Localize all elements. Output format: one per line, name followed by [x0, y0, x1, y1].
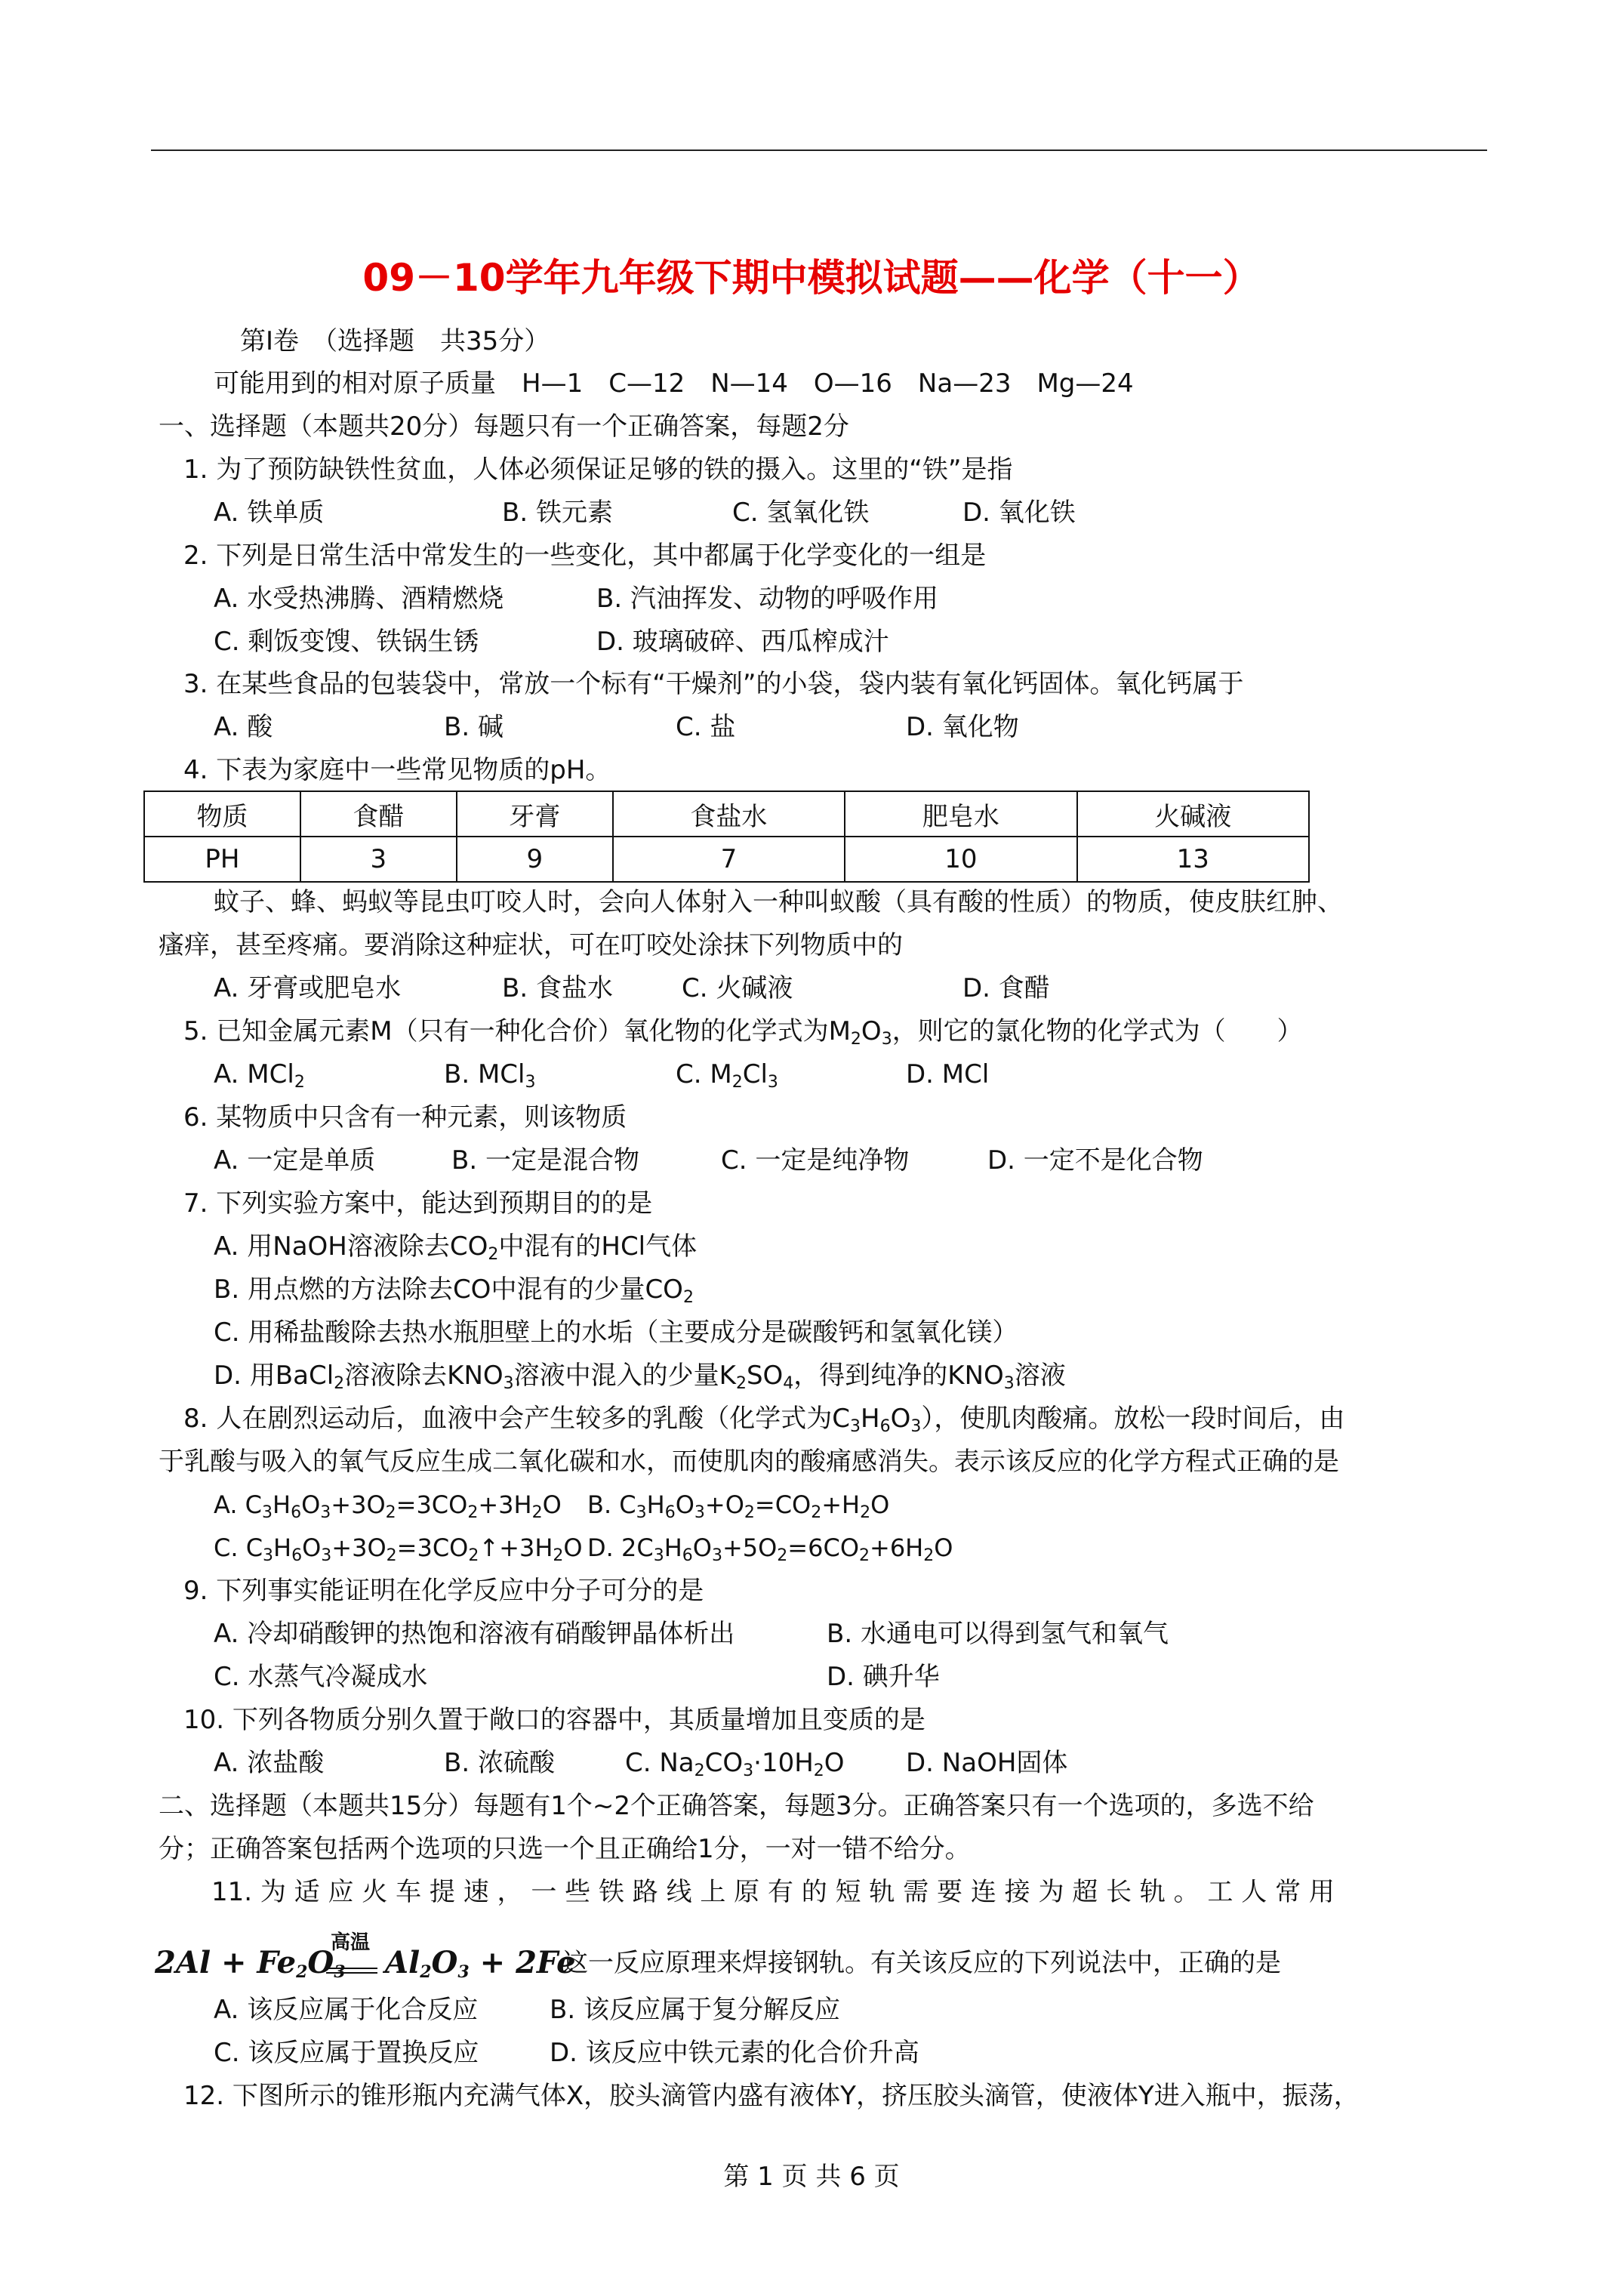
q2-stem: 2. 下列是日常生活中常发生的一些变化，其中都属于化学变化的一组是 [183, 541, 987, 571]
q7-option-b: B. 用点燃的方法除去CO中混有的少量$CO_2$ [214, 1274, 694, 1307]
q4-paragraph-1: 蚊子、蜂、蚂蚁等昆虫叮咬人时，会向人体射入一种叫蚁酸（具有酸的性质）的物质，使皮肤红肿、 [214, 887, 1343, 917]
q6-option-b: B. 一定是混合物 [451, 1145, 639, 1176]
q7-stem: 7. 下列实验方案中，能达到预期目的的是 [183, 1188, 653, 1219]
q2-option-d: D. 玻璃破碎、西瓜榨成汁 [596, 627, 889, 657]
q9-stem: 9. 下列事实能证明在化学反应中分子可分的是 [183, 1576, 704, 1606]
q3-option-c: C. 盐 [676, 712, 736, 742]
part1-heading: 一、选择题（本题共20分）每题只有一个正确答案，每题2分 [159, 411, 849, 442]
q5-option-b: B. MCl$_3$ [444, 1059, 536, 1092]
q8-option-b: B. $C_3H_6O_3+O_2=CO_2+H_2O$ [587, 1490, 890, 1522]
exam-title: 09－10学年九年级下期中模拟试题——化学（十一） [362, 256, 1261, 300]
q10-option-d: D. NaOH固体 [906, 1748, 1068, 1778]
q8-option-a: A. $C_3H_6O_3+3O_2=3CO_2+3H_2O$ [214, 1490, 562, 1522]
q11-equation-right: $Al_2O_3 + 2Fe$ [385, 1945, 576, 1982]
q9-option-b: B. 水通电可以得到氢气和氧气 [827, 1619, 1169, 1649]
q11-stem-2: 这一反应原理来焊接钢轨。有关该反应的下列说法中，正确的是 [562, 1948, 1281, 1978]
q1-option-c: C. 氢氧化铁 [732, 498, 870, 528]
q8-option-d: D. $2C_3H_6O_3+5O_2=6CO_2+6H_2O$ [587, 1533, 953, 1565]
q3-stem: 3. 在某些食品的包装袋中，常放一个标有“干燥剂”的小袋，袋内装有氧化钙固体。氧化钙属于 [183, 669, 1244, 699]
q6-option-c: C. 一定是纯净物 [721, 1145, 910, 1176]
q8-stem-1: 8. 人在剧烈运动后，血液中会产生较多的乳酸（化学式为$C_3H_6O_3$），使肌肉酸痛。放松一段时间后，由 [183, 1404, 1345, 1436]
q11-option-a: A. 该反应属于化合反应 [214, 1995, 479, 2025]
q5-option-d: D. MCl [906, 1059, 990, 1089]
q5-option-a: A. MCl$_2$ [214, 1059, 305, 1092]
table-row [144, 837, 1309, 882]
reaction-condition: 高温 [331, 1931, 371, 1954]
q4-paragraph-2: 瘙痒，甚至疼痛。要消除这种症状，可在叮咬处涂抹下列物质中的 [159, 930, 903, 960]
q4-option-c: C. 火碱液 [682, 973, 793, 1003]
q4-option-a: A. 牙膏或肥皂水 [214, 973, 402, 1003]
q12-stem: 12. 下图所示的锥形瓶内充满气体X，胶头滴管内盛有液体Y，挤压胶头滴管，使液体Y进入瓶中，振荡， [183, 2081, 1360, 2111]
q11-stem-1: 11. 为 适 应 火 车 提 速 ， 一 些 铁 路 线 上 原 有 的 短 轨 需 要 连 接 为 超 长 轨 。 工 人 常 用 [211, 1877, 1335, 1907]
q5-stem: 5. 已知金属元素M（只有一种化合价）氧化物的化学式为$M_2O_3$，则它的氯化物的化学式为（ ） [183, 1016, 1303, 1049]
q11-option-c: C. 该反应属于置换反应 [214, 2038, 479, 2068]
q10-option-c: C. $Na_2CO_3\cdot 10H_2O$ [625, 1748, 845, 1780]
q11-equation-left: $2Al + Fe_2O_3$ [155, 1945, 346, 1982]
q11-option-b: B. 该反应属于复分解反应 [550, 1995, 840, 2025]
table-cell: 肥皂水 [845, 791, 1076, 837]
q4-stem: 4. 下表为家庭中一些常见物质的pH。 [183, 755, 611, 785]
page-footer: 第 1 页 共 6 页 [723, 2162, 900, 2192]
q4-option-b: B. 食盐水 [502, 973, 613, 1003]
q9-option-c: C. 水蒸气冷凝成水 [214, 1662, 428, 1692]
q6-stem: 6. 某物质中只含有一种元素，则该物质 [183, 1102, 627, 1133]
table-cell: 9 [457, 837, 613, 882]
table-cell: 物质 [144, 791, 300, 837]
reaction-equals-sign [326, 1968, 377, 1974]
q1-option-d: D. 氧化铁 [962, 498, 1076, 528]
q9-option-d: D. 碘升华 [827, 1662, 940, 1692]
q10-stem: 10. 下列各物质分别久置于敞口的容器中，其质量增加且变质的是 [183, 1705, 925, 1735]
table-cell: 食醋 [300, 791, 457, 837]
q7-option-d: D. 用BaCl$_2$溶液除去$KNO_3$溶液中混入的少量$K_2SO_4$，得到纯净的$KNO_3$溶液 [214, 1361, 1066, 1393]
q3-option-a: A. 酸 [214, 712, 273, 742]
q6-option-a: A. 一定是单质 [214, 1145, 376, 1176]
q1-stem: 1. 为了预防缺铁性贫血，人体必须保证足够的铁的摄入。这里的“铁”是指 [183, 455, 1013, 485]
q7-option-a: A. 用NaOH溶液除去$CO_2$中混有的HCl气体 [214, 1231, 698, 1264]
ph-table [143, 791, 1310, 883]
table-row [144, 791, 1309, 837]
q3-option-b: B. 碱 [444, 712, 504, 742]
part2-heading-2: 分；正确答案包括两个选项的只选一个且正确给1分，一对一错不给分。 [159, 1834, 971, 1864]
q6-option-d: D. 一定不是化合物 [987, 1145, 1203, 1176]
table-cell: 牙膏 [457, 791, 613, 837]
q2-option-b: B. 汽油挥发、动物的呼吸作用 [596, 584, 938, 614]
q10-option-b: B. 浓硫酸 [444, 1748, 555, 1778]
q7-option-c: C. 用稀盐酸除去热水瓶胆壁上的水垢（主要成分是碳酸钙和氢氧化镁） [214, 1318, 1018, 1348]
q9-option-a: A. 冷却硝酸钾的热饱和溶液有硝酸钾晶体析出 [214, 1619, 735, 1649]
atomic-masses: 可能用到的相对原子质量 H—1 C—12 N—14 O—16 Na—23 Mg—24 [214, 368, 1134, 399]
q8-option-c: C. $C_3H_6O_3+3O_2=3CO_2↑+3H_2O$ [214, 1533, 583, 1565]
q3-option-d: D. 氧化物 [906, 712, 1019, 742]
q11-option-d: D. 该反应中铁元素的化合价升高 [550, 2038, 919, 2068]
q2-option-c: C. 剩饭变馊、铁锅生锈 [214, 627, 479, 657]
table-cell: 食盐水 [613, 791, 845, 837]
header-rule [151, 149, 1487, 151]
q1-option-a: A. 铁单质 [214, 498, 325, 528]
q1-option-b: B. 铁元素 [502, 498, 613, 528]
table-cell: 10 [845, 837, 1076, 882]
table-cell: 13 [1077, 837, 1309, 882]
table-cell: PH [144, 837, 300, 882]
table-cell: 火碱液 [1077, 791, 1309, 837]
q2-option-a: A. 水受热沸腾、酒精燃烧 [214, 584, 504, 614]
q8-stem-2: 于乳酸与吸入的氧气反应生成二氧化碳和水，而使肌肉的酸痛感消失。表示该反应的化学方程式正确的是 [159, 1447, 1339, 1477]
q4-option-d: D. 食醋 [962, 973, 1050, 1003]
part2-heading-1: 二、选择题（本题共15分）每题有1个~2个正确答案，每题3分。正确答案只有一个选项的，多选不给 [159, 1791, 1314, 1821]
table-cell: 7 [613, 837, 845, 882]
q10-option-a: A. 浓盐酸 [214, 1748, 325, 1778]
table-cell: 3 [300, 837, 457, 882]
section-heading: 第Ⅰ卷 （选择题 共35分） [240, 326, 550, 356]
q5-option-c: C. $M_2Cl_3$ [676, 1059, 778, 1092]
